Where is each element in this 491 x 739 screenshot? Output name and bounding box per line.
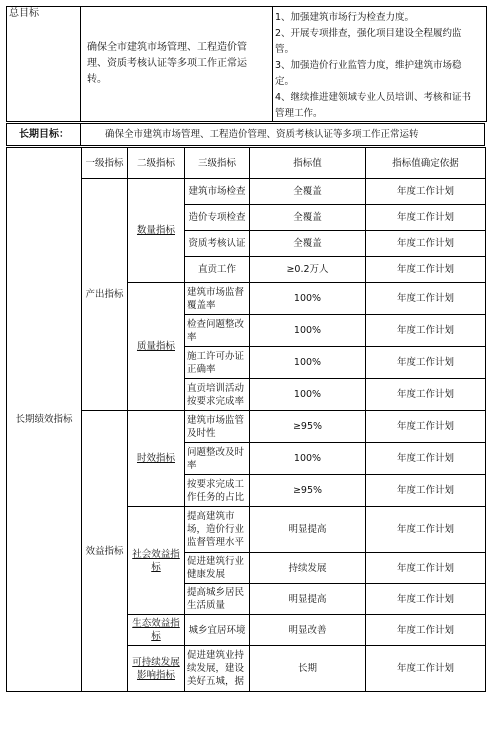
basis-cell: 年度工作计划 — [366, 283, 486, 315]
level2-timeliness: 时效指标 — [128, 411, 185, 507]
basis-cell: 年度工作计划 — [366, 205, 486, 231]
value-cell: 持续发展 — [250, 553, 366, 584]
indicator-table — [6, 147, 486, 692]
level3-cell: 直贡工作 — [185, 257, 250, 283]
basis-cell: 年度工作计划 — [366, 553, 486, 584]
level2-quality: 质量指标 — [128, 283, 185, 411]
overall-goal-item: 4、继续推进建领域专业人员培训、考核和证书管理工作。 — [275, 92, 472, 119]
overall-goal-item: 3、加强造价行业监管力度，维护建筑市场稳定。 — [275, 60, 462, 87]
value-cell: 长期 — [250, 646, 366, 692]
value-cell: 100% — [250, 283, 366, 315]
basis-cell: 年度工作计划 — [366, 411, 486, 443]
basis-cell: 年度工作计划 — [366, 507, 486, 553]
value-cell: ≥95% — [250, 411, 366, 443]
overall-goal-block — [6, 6, 487, 122]
level3-cell: 问题整改及时率 — [185, 443, 250, 475]
level3-cell: 促进建筑行业健康发展 — [185, 553, 250, 584]
level3-cell: 检查问题整改率 — [185, 315, 250, 347]
overall-goal-label-cell — [7, 7, 81, 121]
value-cell: 明显改善 — [250, 615, 366, 646]
level2-quantity: 数量指标 — [128, 179, 185, 283]
value-cell: 明显提高 — [250, 584, 366, 615]
level2-sustainability: 可持续发展影响指标 — [128, 646, 185, 692]
long-term-goal-text: 确保全市建筑市场管理、工程造价管理、资质考核认证等多项工作正常运转 — [105, 129, 419, 140]
header-row — [7, 148, 486, 179]
long-term-indicator-section: 长期绩效指标 — [7, 148, 82, 692]
basis-cell: 年度工作计划 — [366, 315, 486, 347]
level3-cell: 施工许可办证正确率 — [185, 347, 250, 379]
level3-cell: 按要求完成工作任务的占比 — [185, 475, 250, 507]
basis-cell: 年度工作计划 — [366, 379, 486, 411]
basis-cell: 年度工作计划 — [366, 257, 486, 283]
level1-benefit: 效益指标 — [82, 411, 128, 692]
indicator-table-wrap — [6, 147, 486, 692]
level3-cell: 建筑市场监督覆盖率 — [185, 283, 250, 315]
value-cell: 全覆盖 — [250, 231, 366, 257]
value-cell: ≥95% — [250, 475, 366, 507]
header-level1: 一级指标 — [82, 148, 128, 179]
header-level2: 二级指标 — [128, 148, 185, 179]
value-cell: 100% — [250, 347, 366, 379]
level2-social-benefit: 社会效益指标 — [128, 507, 185, 615]
value-cell: 100% — [250, 379, 366, 411]
level3-cell: 城乡宜居环境 — [185, 615, 250, 646]
level3-cell: 直贡培训活动按要求完成率 — [185, 379, 250, 411]
long-term-goal-label: 长期目标： — [7, 124, 81, 145]
basis-cell: 年度工作计划 — [366, 231, 486, 257]
overall-goal-label: 总目标 — [9, 8, 39, 19]
level3-cell: 促进建筑业持续发展，建设美好五城，据 — [185, 646, 250, 692]
level2-eco-benefit: 生态效益指标 — [128, 615, 185, 646]
overall-goal-items — [273, 7, 486, 121]
header-level3: 三级指标 — [185, 148, 250, 179]
value-cell: 100% — [250, 443, 366, 475]
value-cell: 全覆盖 — [250, 205, 366, 231]
header-basis: 指标值确定依据 — [366, 148, 486, 179]
level1-output: 产出指标 — [82, 179, 128, 411]
basis-cell: 年度工作计划 — [366, 475, 486, 507]
basis-cell: 年度工作计划 — [366, 443, 486, 475]
value-cell: ≥0.2万人 — [250, 257, 366, 283]
level3-cell: 资质考核认证 — [185, 231, 250, 257]
level3-cell: 建筑市场监管及时性 — [185, 411, 250, 443]
value-cell: 100% — [250, 315, 366, 347]
overall-goal-item: 2、开展专项排查，强化项目建设全程履约监管。 — [275, 28, 462, 55]
basis-cell: 年度工作计划 — [366, 646, 486, 692]
level3-cell: 造价专项检查 — [185, 205, 250, 231]
basis-cell: 年度工作计划 — [366, 179, 486, 205]
header-value: 指标值 — [250, 148, 366, 179]
level3-cell: 提高城乡居民生活质量 — [185, 584, 250, 615]
value-cell: 明显提高 — [250, 507, 366, 553]
basis-cell: 年度工作计划 — [366, 584, 486, 615]
overall-goal-summary: 确保全市建筑市场管理、工程造价管理、资质考核认证等多项工作正常运转。 — [81, 7, 273, 121]
long-term-goal-row — [6, 123, 485, 146]
overall-goal-item: 1、加强建筑市场行为检查力度。 — [275, 12, 415, 23]
level3-cell: 提高建筑市场，造价行业监督管理水平 — [185, 507, 250, 553]
level3-cell: 建筑市场检查 — [185, 179, 250, 205]
basis-cell: 年度工作计划 — [366, 347, 486, 379]
basis-cell: 年度工作计划 — [366, 615, 486, 646]
value-cell: 全覆盖 — [250, 179, 366, 205]
